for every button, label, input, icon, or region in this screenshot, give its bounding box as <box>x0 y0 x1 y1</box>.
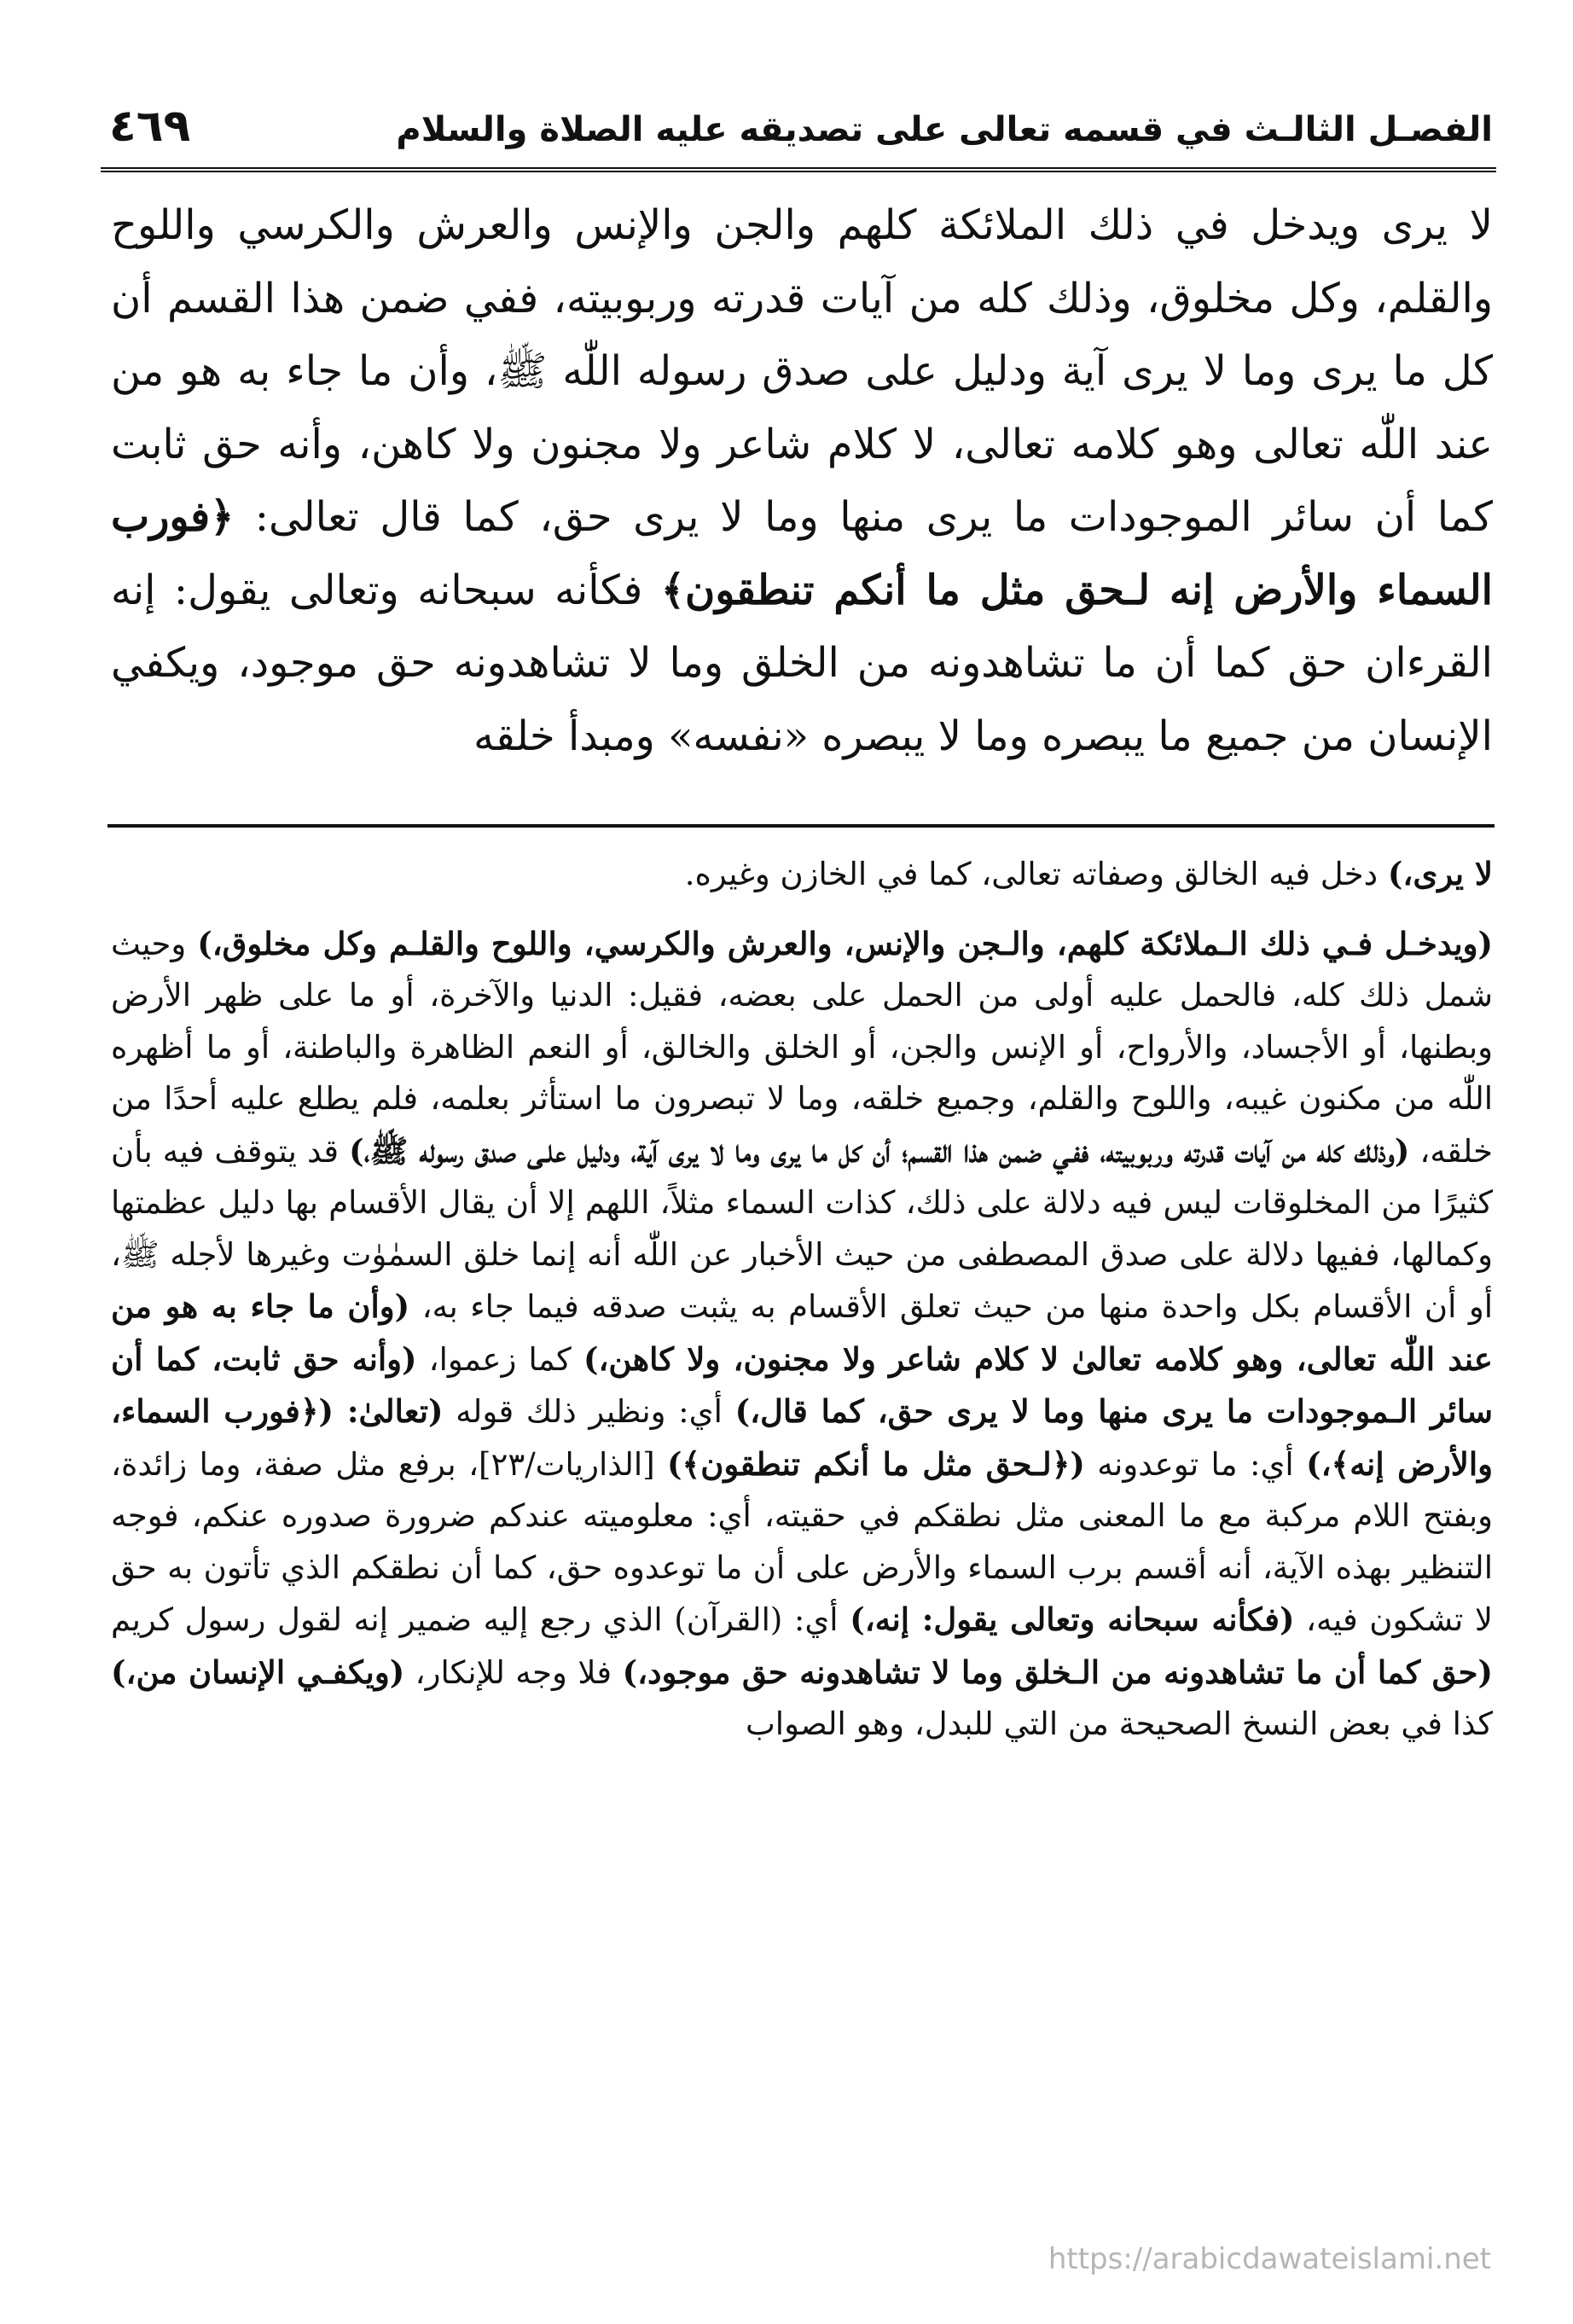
page-number: ٤٦٩ <box>109 101 191 152</box>
commentary-gloss: أي: ونظير ذلك قوله <box>443 1393 735 1430</box>
footnote-divider <box>107 824 1495 828</box>
main-text-part-1: لا يرى ويدخل في ذلك الملائكة كلهم والجن والإنس والعرش والكرسي واللوح والقلم، وكل مخلوق، وذلك كله من آيات قدرته وربوبيته، ففي ضمن هذا القسم أن كل ما يرى وما لا يرى آية ودليل على صدق رسوله اللّٰه ﷺ، وأن ما جاء به هو من عند اللّٰه تعالى وهو كلامه تعالى، لا كلام شاعر ولا مجنون ولا كاهن، وأنه حق ثابت كما أن سائر الموجودات ما يرى منها وما لا يرى حق، كما قال تعالى: <box>111 201 1493 541</box>
commentary-gloss: وحيث شمل ذلك كله، فالحمل عليه أولى من الحمل على بعضه، فقيل: الدنيا والآخرة، أو ما على ظهر الأرض وبطنها، أو الأجساد، والأرواح، أو الإنس والجن، أو الخلق والخالق، أو النعم الظاهرة والباطنة، أو ما أظهره اللّٰه من مكنون غيبه، واللوح والقلم، وجميع خلقه، وما لا تبصرون ما استأثر بعلمه، فلم يطلع عليه أحدًا من خلقه، <box>111 925 1493 1170</box>
commentary-quote: (﴿لـحق مثل ما أنكم تنطقون﴾) <box>667 1444 1085 1483</box>
commentary-paragraph <box>111 918 1493 1751</box>
main-paragraph <box>111 189 1493 773</box>
commentary-gloss: فلا وجه للإنكار، <box>404 1653 623 1691</box>
page-header <box>109 96 1493 164</box>
commentary-quote: (ويدخـل فـي ذلك الـملائكة كلهم، والـجن والإنس، والعرش والكرسي، واللوح والقلـم وكل مخلوق،) <box>197 924 1494 962</box>
commentary-quote: لا يرى،) <box>1387 855 1493 892</box>
commentary-gloss: أي: (القرآن) الذي رجع إليه ضمير إنه لقول رسول كريم <box>111 1601 850 1638</box>
commentary-gloss: كذا في بعض النسخ الصحيحة من التي للبدل، وهو الصواب <box>745 1705 1493 1742</box>
watermark-url: https://arabicdawateislami.net <box>1048 2242 1491 2276</box>
main-text <box>111 189 1493 773</box>
commentary-quote: (حق كما أن ما تشاهدونه من الـخلق وما لا تشاهدونه حق موجود،) <box>622 1653 1493 1691</box>
commentary-gloss: أي: ما توعدونه <box>1084 1445 1307 1483</box>
commentary-quote: (وأن ما جاء به هو من عند اللّٰه تعالى، وهو كلامه تعالىٰ لا كلام شاعر ولا مجنون، ولا كاهن،) <box>111 1287 1493 1378</box>
commentary-quote: (وأنه حق ثابت، كما أن سائر الـموجودات ما يرى منها وما لا يرى حق، كما قال،) <box>111 1339 1493 1430</box>
commentary-quote: (وذلك كله من آيات قدرته وربوبيته، ففـي ضمن هذا القسم؛ أن كل ما يرى وما لا يرى آية، ودليل علـى صدق رسوله ﷺ،) <box>349 1131 1410 1170</box>
chapter-title: الفصـل الثالـث في قسمه تعالى على تصديقه عليه الصلاة والسلام <box>396 110 1493 149</box>
commentary-gloss: قد يتوقف فيه بأن كثيرًا من المخلوقات ليس فيه دلالة على ذلك، كذات السماء مثلاً، اللهم إلا أن يقال الأقسام بها دليل عظمتها وكمالها، ففيها دلالة على صدق المصطفى من حيث الأخبار عن اللّٰه أنه إنما خلق السمٰوٰت وغيرها لأجله ﷺ، أو أن الأقسام بكل واحدة منها من حيث تعلق الأقسام به يثبت صدقه فيما جاء به، <box>111 1132 1493 1325</box>
quran-verse: ﴿فورب السماء والأرض إنه لـحق مثل ما أنكم تنطقون﴾ <box>111 493 1493 614</box>
commentary-gloss: كما زعموا، <box>416 1340 583 1378</box>
commentary-quote: (ويكفـي الإنسان من،) <box>111 1653 405 1691</box>
commentary-quote: (فكأنه سبحانه وتعالى يقول: إنه،) <box>850 1601 1295 1638</box>
commentary-paragraph <box>111 848 1493 901</box>
commentary-text <box>111 848 1493 1768</box>
commentary-quote: (تعالىٰ: (﴿فورب السماء، والأرض إنه﴾،) <box>111 1392 1493 1483</box>
commentary-gloss: دخل فيه الخالق وصفاته تعالى، كما في الخازن وغيره. <box>684 856 1388 892</box>
main-text-part-2: فكأنه سبحانه وتعالى يقول: إنه القرءان حق كما أن ما تشاهدونه من الخلق وما لا تشاهدونه حق موجود، ويكفي الإنسان من جميع ما يبصره وما لا يبصره «نفسه» ومبدأ خلقه <box>111 566 1493 760</box>
header-divider <box>101 167 1496 172</box>
commentary-gloss: [الذاريات/٢٣]، برفع مثل صفة، وما زائدة، وبفتح اللام مركبة مع ما المعنى مثل نطقكم في حقيته، أي: معلوميته عندكم ضرورة صدوره عنكم، فوجه التنظير بهذه الآية، أنه أقسم برب السماء والأرض على أن ما توعدوه حق، كما أن نطقكم الذي تأتون به حق لا تشكون فيه، <box>111 1445 1494 1638</box>
